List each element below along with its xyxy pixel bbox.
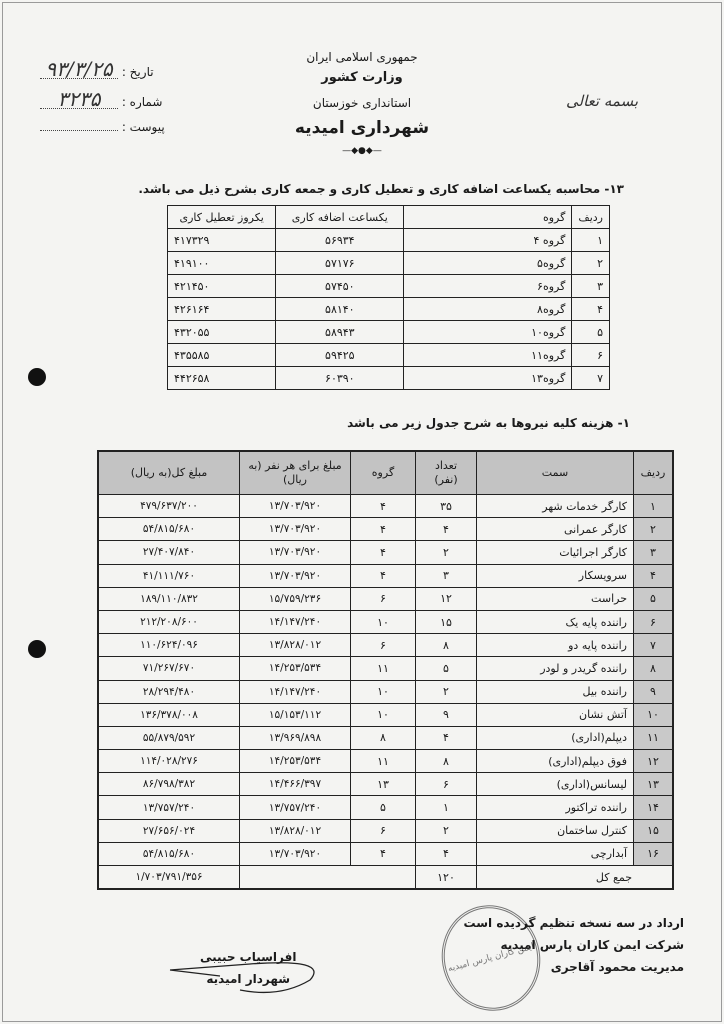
row-number: ۱۴ [634, 796, 674, 819]
row-number: ۱۰ [634, 703, 674, 726]
row-number: ۵ [572, 321, 610, 344]
punch-hole [28, 368, 46, 386]
stamp-text: ایمن کاران پارس امیدیه [446, 941, 536, 975]
section2-heading: ۱- هزینه کلیه نیروها به شرح جدول زیر می باشد [347, 416, 630, 430]
headcount: ۶ [416, 773, 477, 796]
row-number: ۴ [634, 564, 674, 587]
group: ۴ [351, 541, 416, 564]
amount-per-person: ۱۵/۷۵۹/۲۳۶ [240, 587, 351, 610]
position: دیپلم(اداری) [477, 726, 634, 749]
position: لیسانس(اداری) [477, 773, 634, 796]
position: راننده پایه یک [477, 610, 634, 633]
amount-per-person: ۱۴/۲۵۳/۵۳۴ [240, 657, 351, 680]
table-header-row [168, 206, 610, 229]
group: ۱۰ [351, 680, 416, 703]
headcount: ۲ [416, 819, 477, 842]
overtime-hour-rate: ۵۷۱۷۶ [276, 252, 404, 275]
col-header: گروه [351, 451, 416, 495]
total-amount: ۱۳/۷۵۷/۲۴۰ [98, 796, 240, 819]
amount-per-person: ۱۳/۷۰۳/۹۲۰ [240, 564, 351, 587]
table-row [98, 587, 673, 610]
staff-cost-table [97, 450, 674, 890]
headcount: ۸ [416, 634, 477, 657]
total-count: ۱۲۰ [416, 866, 477, 890]
amount-per-person: ۱۴/۲۵۳/۵۳۴ [240, 750, 351, 773]
total-amount: ۱۳۶/۳۷۸/۰۰۸ [98, 703, 240, 726]
headcount: ۳ [416, 564, 477, 587]
amount-per-person: ۱۳/۸۲۸/۰۱۲ [240, 634, 351, 657]
total-row [98, 866, 673, 890]
mayor-title: شهردار امیدیه [206, 972, 291, 986]
row-number: ۵ [634, 587, 674, 610]
table-row [98, 842, 673, 865]
holiday-day-rate: ۴۲۱۴۵۰ [168, 275, 276, 298]
row-number: ۷ [634, 634, 674, 657]
amount-per-person: ۱۳/۹۶۹/۸۹۸ [240, 726, 351, 749]
table-row [98, 541, 673, 564]
amount-per-person: ۱۳/۷۰۳/۹۲۰ [240, 541, 351, 564]
position: کارگر عمرانی [477, 518, 634, 541]
overtime-hour-rate: ۵۸۱۴۰ [276, 298, 404, 321]
copies-note: ارداد در سه نسخه تنظیم گردیده است [463, 916, 684, 930]
table-row [98, 819, 673, 842]
letterhead-country: جمهوری اسلامی ایران [306, 50, 418, 64]
group: گروه۵ [404, 252, 572, 275]
table-row [98, 773, 673, 796]
amount-per-person: ۱۴/۱۴۷/۲۴۰ [240, 610, 351, 633]
holiday-day-rate: ۴۳۵۵۸۵ [168, 344, 276, 367]
total-amount: ۲۷/۶۵۶/۰۲۴ [98, 819, 240, 842]
attachment-value [40, 130, 118, 131]
col-header: ردیف [634, 451, 674, 495]
overtime-table [167, 205, 610, 390]
date-value: ۹۳/۳/۲۵ [40, 60, 118, 79]
overtime-hour-rate: ۵۶۹۳۴ [276, 229, 404, 252]
position: راننده بیل [477, 680, 634, 703]
total-amount: ۱/۷۰۳/۷۹۱/۳۵۶ [98, 866, 240, 890]
amount-per-person: ۱۳/۷۰۳/۹۲۰ [240, 495, 351, 518]
group: ۱۰ [351, 610, 416, 633]
table-row [168, 367, 610, 390]
section1-heading: ۱۳- محاسبه یکساعت اضافه کاری و تعطیل کاری و جمعه کاری بشرح ذیل می باشد. [138, 182, 624, 196]
date-field [40, 57, 154, 81]
headcount: ۱۵ [416, 610, 477, 633]
total-amount: ۲۷/۴۰۷/۸۴۰ [98, 541, 240, 564]
overtime-hour-rate: ۵۹۴۲۵ [276, 344, 404, 367]
total-amount: ۲۸/۲۹۴/۴۸۰ [98, 680, 240, 703]
row-number: ۱۲ [634, 750, 674, 773]
overtime-hour-rate: ۶۰۳۹۰ [276, 367, 404, 390]
total-amount: ۱۱۰/۶۲۴/۰۹۶ [98, 634, 240, 657]
headcount: ۳۵ [416, 495, 477, 518]
headcount: ۱۲ [416, 587, 477, 610]
headcount: ۸ [416, 750, 477, 773]
group: ۴ [351, 495, 416, 518]
total-amount: ۸۶/۷۹۸/۳۸۲ [98, 773, 240, 796]
col-header: یکروز تعطیل کاری [168, 206, 276, 229]
group: ۴ [351, 518, 416, 541]
col-header: مبلغ کل(به ریال) [98, 451, 240, 495]
invocation-calligraphy: بسمه تعالی [566, 92, 639, 110]
group: ۴ [351, 842, 416, 865]
table-row [98, 703, 673, 726]
total-amount: ۴۷۹/۶۳۷/۲۰۰ [98, 495, 240, 518]
amount-per-person: ۱۵/۱۵۳/۱۱۲ [240, 703, 351, 726]
table-row [98, 518, 673, 541]
group: ۱۱ [351, 657, 416, 680]
position: فوق دیپلم(اداری) [477, 750, 634, 773]
row-number: ۴ [572, 298, 610, 321]
holiday-day-rate: ۴۴۲۶۵۸ [168, 367, 276, 390]
headcount: ۴ [416, 726, 477, 749]
amount-per-person: ۱۳/۷۰۳/۹۲۰ [240, 518, 351, 541]
position: راننده تراکتور [477, 796, 634, 819]
table-row [98, 796, 673, 819]
table-row [168, 252, 610, 275]
total-amount: ۱۸۹/۱۱۰/۸۳۲ [98, 587, 240, 610]
holiday-day-rate: ۴۱۹۱۰۰ [168, 252, 276, 275]
attachment-field [40, 120, 165, 134]
letterhead-ornament: —◆●◆— [342, 146, 382, 156]
total-amount: ۵۴/۸۱۵/۶۸۰ [98, 518, 240, 541]
headcount: ۵ [416, 657, 477, 680]
group: گروه۶ [404, 275, 572, 298]
table-row [98, 564, 673, 587]
attachment-label: پیوست : [121, 120, 165, 134]
position: کنترل ساختمان [477, 819, 634, 842]
position: راننده پایه دو [477, 634, 634, 657]
row-number: ۱۵ [634, 819, 674, 842]
position: راننده گریدر و لودر [477, 657, 634, 680]
group: ۵ [351, 796, 416, 819]
position: آتش نشان [477, 703, 634, 726]
amount-per-person: ۱۴/۱۴۷/۲۴۰ [240, 680, 351, 703]
position: سرویسکار [477, 564, 634, 587]
company-manager: مدیریت محمود آقاجری [550, 960, 684, 974]
total-amount: ۴۱/۱۱۱/۷۶۰ [98, 564, 240, 587]
table-row [168, 275, 610, 298]
mayor-name: افراسیاب حبیبی [200, 950, 297, 964]
table-row [98, 726, 673, 749]
row-number: ۱ [634, 495, 674, 518]
signature-scribble [160, 950, 340, 1000]
table-row [98, 680, 673, 703]
row-number: ۳ [634, 541, 674, 564]
table-row [168, 298, 610, 321]
overtime-hour-rate: ۵۸۹۴۳ [276, 321, 404, 344]
group: ۶ [351, 819, 416, 842]
overtime-hour-rate: ۵۷۴۵۰ [276, 275, 404, 298]
row-number: ۷ [572, 367, 610, 390]
group: ۸ [351, 726, 416, 749]
group: ۶ [351, 587, 416, 610]
position: کارگر اجرائیات [477, 541, 634, 564]
total-empty [240, 866, 416, 890]
table-row [98, 657, 673, 680]
group: گروه ۴ [404, 229, 572, 252]
col-header: سمت [477, 451, 634, 495]
total-amount: ۲۱۲/۲۰۸/۶۰۰ [98, 610, 240, 633]
table-row [168, 344, 610, 367]
total-amount: ۵۴/۸۱۵/۶۸۰ [98, 842, 240, 865]
headcount: ۱ [416, 796, 477, 819]
col-header: تعداد (نفر) [416, 451, 477, 495]
group: ۱۰ [351, 703, 416, 726]
table-row [98, 495, 673, 518]
row-number: ۱۳ [634, 773, 674, 796]
group: گروه۱۱ [404, 344, 572, 367]
punch-hole [28, 640, 46, 658]
total-amount: ۷۱/۲۶۷/۶۷۰ [98, 657, 240, 680]
row-number: ۱۶ [634, 842, 674, 865]
total-amount: ۵۵/۸۷۹/۵۹۲ [98, 726, 240, 749]
row-number: ۶ [634, 610, 674, 633]
amount-per-person: ۱۳/۷۵۷/۲۴۰ [240, 796, 351, 819]
group: ۱۱ [351, 750, 416, 773]
amount-per-person: ۱۳/۷۰۳/۹۲۰ [240, 842, 351, 865]
amount-per-person: ۱۴/۴۶۶/۳۹۷ [240, 773, 351, 796]
table-row [168, 229, 610, 252]
table-row [98, 610, 673, 633]
holiday-day-rate: ۴۲۶۱۶۴ [168, 298, 276, 321]
holiday-day-rate: ۴۳۲۰۵۵ [168, 321, 276, 344]
row-number: ۱۱ [634, 726, 674, 749]
headcount: ۲ [416, 541, 477, 564]
group: ۶ [351, 634, 416, 657]
company-name: شرکت ایمن کاران پارس امیدیه [500, 938, 684, 952]
table-row [168, 321, 610, 344]
group: ۱۳ [351, 773, 416, 796]
col-header: مبلغ برای هر نفر (به ریال) [240, 451, 351, 495]
letterhead-municipality: شهرداری امیدیه [294, 118, 430, 138]
row-number: ۲ [634, 518, 674, 541]
table-row [98, 750, 673, 773]
group: گروه۱۰ [404, 321, 572, 344]
row-number: ۶ [572, 344, 610, 367]
row-number: ۹ [634, 680, 674, 703]
row-number: ۸ [634, 657, 674, 680]
table-row [98, 634, 673, 657]
contractor-block [464, 912, 684, 978]
amount-per-person: ۱۳/۸۲۸/۰۱۲ [240, 819, 351, 842]
letterhead-province: استانداری خوزستان [312, 96, 412, 110]
total-label: جمع کل [477, 866, 674, 890]
group: گروه۱۳ [404, 367, 572, 390]
row-number: ۳ [572, 275, 610, 298]
position: کارگر خدمات شهر [477, 495, 634, 518]
letterhead-ministry: وزارت کشور [321, 70, 403, 85]
position: حراست [477, 587, 634, 610]
row-number: ۱ [572, 229, 610, 252]
headcount: ۴ [416, 518, 477, 541]
col-header: گروه [404, 206, 572, 229]
number-field [40, 87, 163, 111]
headcount: ۴ [416, 842, 477, 865]
headcount: ۲ [416, 680, 477, 703]
col-header: یکساعت اضافه کاری [276, 206, 404, 229]
row-number: ۲ [572, 252, 610, 275]
headcount: ۹ [416, 703, 477, 726]
group: ۴ [351, 564, 416, 587]
position: آبدارچی [477, 842, 634, 865]
holiday-day-rate: ۴۱۷۳۲۹ [168, 229, 276, 252]
number-label: شماره : [121, 95, 163, 109]
date-label: تاریخ : [121, 65, 154, 79]
group: گروه۸ [404, 298, 572, 321]
col-header: ردیف [572, 206, 610, 229]
number-value: ۳۲۳۵ [40, 90, 118, 109]
table-header-row [98, 451, 673, 495]
total-amount: ۱۱۴/۰۲۸/۲۷۶ [98, 750, 240, 773]
